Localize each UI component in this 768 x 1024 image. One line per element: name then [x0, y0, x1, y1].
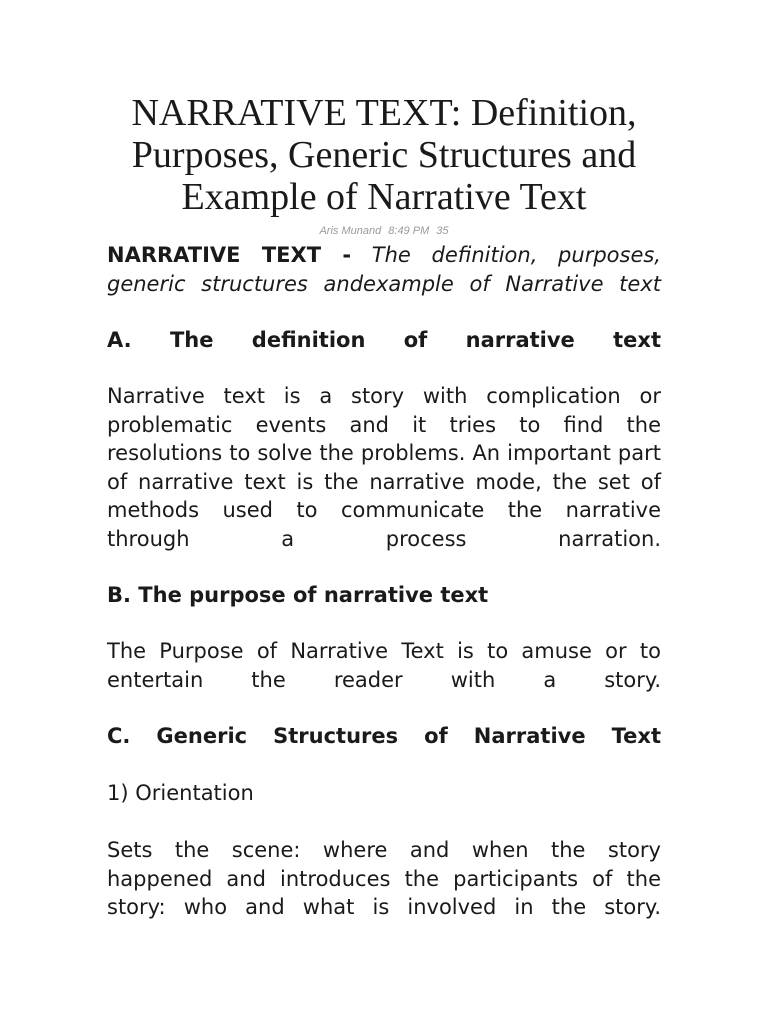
section-a-heading: A. The definition of narrative text	[107, 328, 661, 352]
orientation-label: 1) Orientation	[107, 781, 254, 805]
comment-count[interactable]: 35	[436, 225, 449, 237]
intro-paragraph	[107, 241, 661, 298]
section-b-heading: B. The purpose of narrative text	[107, 583, 489, 607]
title-line-1: NARRATIVE TEXT: Definition,	[131, 92, 637, 134]
intro-italic: The definition, purposes, generic structures andexample of Narrative text	[107, 243, 661, 296]
title-line-2: Purposes, Generic Structures and	[131, 134, 637, 176]
intro-lead: NARRATIVE TEXT -	[107, 243, 352, 267]
post-time: 8:49 PM	[388, 225, 430, 237]
section-a-paragraph: Narrative text is a story with complication or problematic events and it tries to find the resolutions to solve the problems. An important part of narrative text is the narrative mode, the set of methods used to communicate the narrative through a process narration.	[107, 384, 661, 551]
post-meta	[107, 224, 661, 238]
title-line-3: Example of Narrative Text	[181, 176, 587, 218]
orientation-description: Sets the scene: where and when the story happened and introduces the participants of the story: who and what is involved in the story.	[107, 838, 661, 919]
author-name[interactable]: Aris Munand	[319, 225, 382, 237]
section-c-heading: C. Generic Structures of Narrative Text	[107, 724, 661, 748]
section-b-paragraph: The Purpose of Narrative Text is to amuse or to entertain the reader with a story.	[107, 639, 661, 692]
page-title	[97, 92, 671, 218]
